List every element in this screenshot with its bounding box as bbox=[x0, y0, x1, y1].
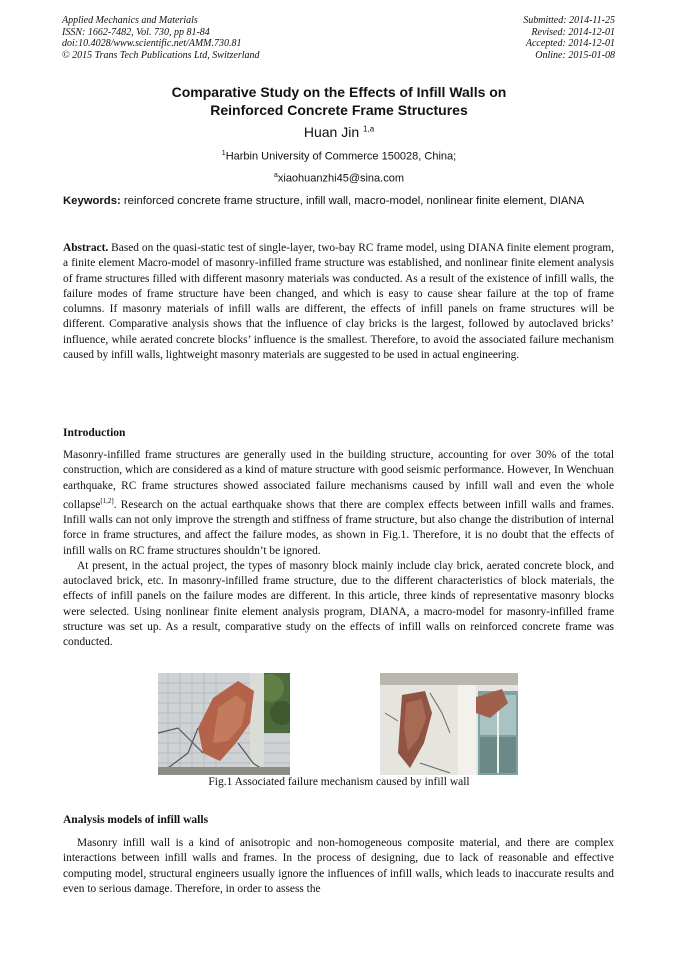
analysis-paragraph-1: Masonry infill wall is a kind of anisotropic and non-homogeneous composite material, and there are complex interactions between infill walls and frames. In the process of designing, due to lack of reasonable and effective computing model, structural engineers usually ignore the influences of infill walls, which leads to inaccurate results and even to serious damage. Therefore, in order to assess the bbox=[63, 837, 614, 895]
journal-copyright: © 2015 Trans Tech Publications Ltd, Switzerland bbox=[62, 49, 260, 61]
date-online: Online: 2015-01-08 bbox=[535, 49, 615, 61]
date-submitted: Submitted: 2014-11-25 bbox=[523, 15, 615, 26]
figure-caption: Fig.1 Associated failure mechanism caused by infill wall bbox=[208, 776, 470, 788]
title-line-1: Comparative Study on the Effects of Infill Walls on bbox=[171, 84, 507, 100]
keywords-text: reinforced concrete frame structure, infill wall, macro-model, nonlinear finite element, DIANA bbox=[120, 195, 585, 207]
keywords bbox=[63, 194, 613, 208]
keywords-label: Keywords: bbox=[63, 195, 121, 207]
intro-paragraph-1 bbox=[63, 448, 614, 559]
title-line-2: Reinforced Concrete Frame Structures bbox=[210, 102, 468, 118]
damaged-wall-photo-left bbox=[158, 673, 290, 775]
email-sup: a bbox=[273, 172, 278, 179]
abstract bbox=[63, 241, 614, 363]
journal-doi: doi:10.4028/www.scientific.net/AMM.730.81 bbox=[62, 38, 242, 49]
email-text: xiaohuanzhi45@sina.com bbox=[277, 172, 405, 185]
intro-p1-text-b: . Research on the actual earthquake shows that there are complex effects between infill walls and frames. Infill walls can not only improve the strength and stiffness of frame structure, but also change the distribution of internal force in frame structures, and affect the failure modes, as shown in Fig.1. Therefore, it is no doubt that the effects of infill walls on RC frame structures shouldn’t be ignored. bbox=[63, 498, 614, 557]
author-name: Huan Jin bbox=[303, 124, 360, 140]
intro-p1-text-a: Masonry-infilled frame structures are generally used in the building structure, accounting for over 30% of the total construction, which are considered as a kind of mature structure with good seismic performance. However, In Wenchuan earthquake, RC frame structures showed associated failure mechanisms caused by infill wall and even the whole collapse bbox=[63, 449, 614, 511]
affiliation-text: Harbin University of Commerce 150028, China; bbox=[225, 150, 457, 163]
figure-photo-left bbox=[158, 673, 290, 775]
analysis-body bbox=[63, 836, 614, 897]
author-sup: 1,a bbox=[363, 124, 375, 134]
abstract-text: Based on the quasi-static test of single-layer, two-bay RC frame model, using DIANA finite element program, a finite element Macro-model of masonry-infilled frame structure was established, and nonlinear finite element analysis of frame structures filled with different masonry materials was conducted. As a result of the existence of infill walls, the failure modes of frame structure have been changed, and which is easy to cause shear failure at the top of frame columns. If masonry materials of infill walls are different, the effects of infill panels on frame structures will be different. Comparative analysis shows that the influence of clay bricks is the largest, followed by autoclaved bricks’ influence, while aerated concrete blocks’ influence is the smallest. Therefore, to avoid the associated failure mechanism caused by infill walls, lightweight masonry materials are suggested to be used in actual engineering. bbox=[63, 242, 614, 362]
introduction-heading: Introduction bbox=[63, 427, 126, 439]
figure-photo-right bbox=[380, 673, 518, 775]
journal-name: Applied Mechanics and Materials bbox=[62, 15, 198, 26]
journal-issn: ISSN: 1662-7482, Vol. 730, pp 81-84 bbox=[62, 26, 210, 38]
submission-dates bbox=[523, 15, 615, 61]
affiliation bbox=[0, 150, 678, 163]
journal-info bbox=[62, 15, 260, 61]
date-revised: Revised: 2014-12-01 bbox=[531, 26, 615, 38]
author-email bbox=[0, 172, 678, 185]
abstract-label: Abstract. bbox=[63, 242, 109, 254]
author bbox=[0, 124, 678, 140]
affiliation-sup: 1 bbox=[221, 150, 226, 157]
analysis-heading: Analysis models of infill walls bbox=[63, 814, 209, 826]
introduction-body bbox=[63, 448, 614, 651]
citation-ref: [1,2] bbox=[100, 496, 114, 505]
damaged-wall-photo-right bbox=[380, 673, 518, 775]
date-accepted: Accepted: 2014-12-01 bbox=[525, 38, 615, 49]
intro-paragraph-2: At present, in the actual project, the types of masonry block mainly include clay brick, aerated concrete block, and autoclaved brick, etc. In masonry-infilled frame structure, due to the different characteristics of block materials, the effects of infill panels on the failure modes are different. In this article, three kinds of representative masonry blocks were selected. Using nonlinear finite element analysis program, DIANA, a macro-model for masonry-infilled frame structure was set up. As a result, comparative study on the effects of infill walls on reinforced concrete frame was conducted. bbox=[63, 559, 614, 649]
paper-title bbox=[0, 83, 678, 119]
